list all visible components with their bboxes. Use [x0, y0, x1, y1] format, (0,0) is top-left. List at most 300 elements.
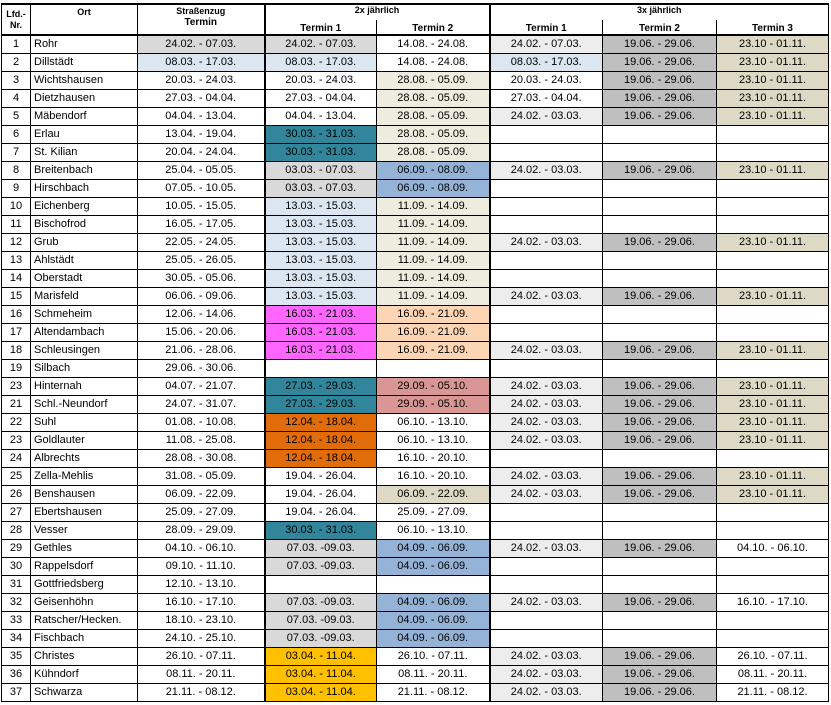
cell-2x-termin2: 11.09. - 14.09. [377, 252, 490, 270]
cell-2x-termin1: 24.02. - 07.03. [265, 35, 377, 54]
cell-2x-termin2: 06.09. - 08.09. [377, 180, 490, 198]
table-row [2, 324, 829, 342]
cell-lfd-nr: 18 [2, 342, 31, 360]
table-row [2, 522, 829, 540]
cell-3x-termin3 [717, 270, 829, 288]
header-3x-termin3: Termin 3 [717, 20, 829, 36]
cell-3x-termin1: 08.03. - 17.03. [490, 54, 603, 72]
cell-2x-termin1 [265, 576, 377, 594]
header-2x-termin2: Termin 2 [377, 20, 490, 36]
cell-lfd-nr: 9 [2, 180, 31, 198]
table-row [2, 126, 829, 144]
cell-strassenzug: 01.08. - 10.08. [138, 414, 265, 432]
cell-lfd-nr: 29 [2, 540, 31, 558]
cell-3x-termin2 [603, 522, 717, 540]
cell-3x-termin1 [490, 612, 603, 630]
cell-2x-termin2: 06.09. - 22.09. [377, 486, 490, 504]
cell-3x-termin3 [717, 216, 829, 234]
cell-ort: Schwarza [31, 684, 138, 702]
cell-2x-termin1: 19.04. - 26.04. [265, 468, 377, 486]
cell-2x-termin2: 16.09. - 21.09. [377, 342, 490, 360]
cell-lfd-nr: 24 [2, 450, 31, 468]
cell-3x-termin3: 23.10 - 01.11. [717, 108, 829, 126]
cell-ort: Silbach [31, 360, 138, 378]
cell-strassenzug: 06.06. - 09.06. [138, 288, 265, 306]
cell-lfd-nr: 26 [2, 486, 31, 504]
cell-strassenzug: 11.08. - 25.08. [138, 432, 265, 450]
cell-3x-termin1 [490, 180, 603, 198]
schedule-sheet [1, 3, 829, 702]
cell-2x-termin2: 16.10. - 20.10. [377, 450, 490, 468]
cell-3x-termin3: 23.10 - 01.11. [717, 378, 829, 396]
cell-ort: Erlau [31, 126, 138, 144]
cell-ort: Benshausen [31, 486, 138, 504]
cell-2x-termin1: 04.04. - 13.04. [265, 108, 377, 126]
cell-2x-termin1: 19.04. - 26.04. [265, 486, 377, 504]
cell-3x-termin2 [603, 324, 717, 342]
cell-2x-termin1: 03.03. - 07.03. [265, 180, 377, 198]
table-row [2, 342, 829, 360]
cell-3x-termin3 [717, 360, 829, 378]
cell-3x-termin1 [490, 504, 603, 522]
cell-3x-termin1 [490, 270, 603, 288]
cell-3x-termin1 [490, 522, 603, 540]
cell-2x-termin1: 07.03. -09.03. [265, 540, 377, 558]
cell-2x-termin1: 20.03. - 24.03. [265, 72, 377, 90]
table-row [2, 432, 829, 450]
cell-3x-termin2 [603, 306, 717, 324]
cell-lfd-nr: 13 [2, 252, 31, 270]
cell-3x-termin2: 19.06. - 29.06. [603, 342, 717, 360]
cell-3x-termin1: 24.02. - 03.03. [490, 342, 603, 360]
table-row [2, 35, 829, 54]
table-row [2, 540, 829, 558]
header-lfd-line1: Lfd.- [6, 8, 26, 19]
table-row [2, 54, 829, 72]
cell-2x-termin2: 28.08. - 05.09. [377, 72, 490, 90]
cell-strassenzug: 25.05. - 26.05. [138, 252, 265, 270]
cell-ort: Schleusingen [31, 342, 138, 360]
cell-3x-termin3 [717, 144, 829, 162]
cell-lfd-nr: 12 [2, 234, 31, 252]
cell-strassenzug: 29.06. - 30.06. [138, 360, 265, 378]
cell-2x-termin2 [377, 360, 490, 378]
cell-2x-termin1: 13.03. - 15.03. [265, 198, 377, 216]
cell-3x-termin1: 20.03. - 24.03. [490, 72, 603, 90]
cell-3x-termin3: 26.10. - 07.11. [717, 648, 829, 666]
header-3x-termin2: Termin 2 [603, 20, 717, 36]
cell-2x-termin2 [377, 576, 490, 594]
cell-3x-termin3 [717, 522, 829, 540]
cell-strassenzug: 13.04. - 19.04. [138, 126, 265, 144]
cell-3x-termin3: 23.10 - 01.11. [717, 414, 829, 432]
cell-3x-termin3 [717, 126, 829, 144]
cell-2x-termin1: 03.04. - 11.04. [265, 684, 377, 702]
cell-3x-termin2: 19.06. - 29.06. [603, 234, 717, 252]
cell-3x-termin1 [490, 252, 603, 270]
cell-ort: Wichtshausen [31, 72, 138, 90]
cell-lfd-nr: 36 [2, 666, 31, 684]
cell-2x-termin1: 13.03. - 15.03. [265, 234, 377, 252]
cell-ort: Hinternah [31, 378, 138, 396]
cell-lfd-nr: 37 [2, 684, 31, 702]
cell-2x-termin1: 03.04. - 11.04. [265, 666, 377, 684]
cell-strassenzug: 26.10. - 07.11. [138, 648, 265, 666]
cell-3x-termin2 [603, 126, 717, 144]
table-row [2, 630, 829, 648]
cell-2x-termin2: 06.09. - 08.09. [377, 162, 490, 180]
cell-3x-termin2: 19.06. - 29.06. [603, 648, 717, 666]
cell-3x-termin2 [603, 270, 717, 288]
cell-2x-termin1: 12.04. - 18.04. [265, 414, 377, 432]
cell-strassenzug: 10.05. - 15.05. [138, 198, 265, 216]
header-lfd-nr [2, 4, 31, 35]
table-row [2, 684, 829, 702]
table-row [2, 648, 829, 666]
cell-2x-termin2: 14.08. - 24.08. [377, 35, 490, 54]
cell-2x-termin2: 29.09. - 05.10. [377, 396, 490, 414]
cell-2x-termin2: 28.08. - 05.09. [377, 126, 490, 144]
cell-2x-termin2: 28.08. - 05.09. [377, 144, 490, 162]
cell-3x-termin3: 04.10. - 06.10. [717, 540, 829, 558]
cell-3x-termin2: 19.06. - 29.06. [603, 540, 717, 558]
cell-2x-termin1: 27.03. - 29.03. [265, 396, 377, 414]
header-3x-termin1: Termin 1 [490, 20, 603, 36]
table-row [2, 594, 829, 612]
cell-ort: Gottfriedsberg [31, 576, 138, 594]
table-row [2, 252, 829, 270]
cell-3x-termin2: 19.06. - 29.06. [603, 414, 717, 432]
header-ort: Ort [31, 4, 138, 35]
cell-ort: Grub [31, 234, 138, 252]
cell-3x-termin3 [717, 324, 829, 342]
cell-3x-termin3: 23.10 - 01.11. [717, 234, 829, 252]
cell-3x-termin1: 24.02. - 03.03. [490, 288, 603, 306]
cell-3x-termin2 [603, 180, 717, 198]
cell-2x-termin1: 13.03. - 15.03. [265, 216, 377, 234]
cell-strassenzug: 21.11. - 08.12. [138, 684, 265, 702]
cell-2x-termin1: 07.03. -09.03. [265, 630, 377, 648]
cell-3x-termin3 [717, 612, 829, 630]
cell-lfd-nr: 16 [2, 306, 31, 324]
cell-2x-termin1: 12.04. - 18.04. [265, 450, 377, 468]
cell-ort: Gethles [31, 540, 138, 558]
cell-lfd-nr: 2 [2, 54, 31, 72]
cell-lfd-nr: 1 [2, 35, 31, 54]
cell-2x-termin2: 11.09. - 14.09. [377, 288, 490, 306]
cell-2x-termin2: 16.09. - 21.09. [377, 324, 490, 342]
cell-2x-termin2: 21.11. - 08.12. [377, 684, 490, 702]
schedule-table [1, 3, 829, 702]
cell-2x-termin2: 16.09. - 21.09. [377, 306, 490, 324]
cell-2x-termin1: 08.03. - 17.03. [265, 54, 377, 72]
cell-3x-termin3 [717, 558, 829, 576]
cell-strassenzug: 15.06. - 20.06. [138, 324, 265, 342]
header-strassenzug-line2: Termin [184, 17, 218, 28]
table-row [2, 180, 829, 198]
cell-2x-termin1: 07.03. -09.03. [265, 594, 377, 612]
cell-2x-termin2: 29.09. - 05.10. [377, 378, 490, 396]
cell-ort: Oberstadt [31, 270, 138, 288]
cell-3x-termin1: 27.03. - 04.04. [490, 90, 603, 108]
cell-lfd-nr: 14 [2, 270, 31, 288]
cell-2x-termin1: 27.03. - 04.04. [265, 90, 377, 108]
cell-strassenzug: 25.04. - 05.05. [138, 162, 265, 180]
cell-ort: Zella-Mehlis [31, 468, 138, 486]
cell-strassenzug: 21.06. - 28.06. [138, 342, 265, 360]
table-row [2, 612, 829, 630]
cell-3x-termin3: 23.10 - 01.11. [717, 54, 829, 72]
cell-3x-termin1: 24.02. - 03.03. [490, 648, 603, 666]
cell-3x-termin2: 19.06. - 29.06. [603, 162, 717, 180]
cell-lfd-nr: 17 [2, 324, 31, 342]
cell-3x-termin2 [603, 630, 717, 648]
table-row [2, 288, 829, 306]
cell-3x-termin2: 19.06. - 29.06. [603, 432, 717, 450]
cell-strassenzug: 18.10. - 23.10. [138, 612, 265, 630]
header-2x-termin1: Termin 1 [265, 20, 377, 36]
table-row [2, 396, 829, 414]
cell-3x-termin2 [603, 576, 717, 594]
cell-2x-termin1: 13.03. - 15.03. [265, 270, 377, 288]
cell-ort: Schl.-Neundorf [31, 396, 138, 414]
cell-ort: St. Kilian [31, 144, 138, 162]
cell-3x-termin1: 24.02. - 03.03. [490, 378, 603, 396]
cell-lfd-nr: 25 [2, 468, 31, 486]
cell-2x-termin2: 16.10. - 20.10. [377, 468, 490, 486]
cell-3x-termin2 [603, 198, 717, 216]
cell-lfd-nr: 34 [2, 630, 31, 648]
cell-3x-termin1: 24.02. - 07.03. [490, 35, 603, 54]
cell-3x-termin2: 19.06. - 29.06. [603, 396, 717, 414]
cell-3x-termin1 [490, 144, 603, 162]
cell-strassenzug: 28.08. - 30.08. [138, 450, 265, 468]
cell-2x-termin1: 03.03. - 07.03. [265, 162, 377, 180]
cell-3x-termin1: 24.02. - 03.03. [490, 666, 603, 684]
cell-lfd-nr: 30 [2, 558, 31, 576]
cell-3x-termin1 [490, 576, 603, 594]
table-row [2, 414, 829, 432]
cell-2x-termin2: 11.09. - 14.09. [377, 198, 490, 216]
table-row [2, 558, 829, 576]
cell-lfd-nr: 22 [2, 414, 31, 432]
cell-3x-termin3 [717, 198, 829, 216]
cell-2x-termin2: 04.09. - 06.09. [377, 540, 490, 558]
cell-3x-termin1: 24.02. - 03.03. [490, 108, 603, 126]
cell-3x-termin2: 19.06. - 29.06. [603, 35, 717, 54]
cell-ort: Kühndorf [31, 666, 138, 684]
table-row [2, 72, 829, 90]
cell-strassenzug: 27.03. - 04.04. [138, 90, 265, 108]
cell-3x-termin2 [603, 450, 717, 468]
cell-lfd-nr: 7 [2, 144, 31, 162]
cell-3x-termin3: 23.10 - 01.11. [717, 486, 829, 504]
cell-3x-termin2: 19.06. - 29.06. [603, 666, 717, 684]
cell-ort: Rohr [31, 35, 138, 54]
cell-ort: Goldlauter [31, 432, 138, 450]
cell-lfd-nr: 8 [2, 162, 31, 180]
cell-2x-termin1: 13.03. - 15.03. [265, 252, 377, 270]
table-row [2, 198, 829, 216]
cell-strassenzug: 12.06. - 14.06. [138, 306, 265, 324]
cell-strassenzug: 08.11. - 20.11. [138, 666, 265, 684]
cell-lfd-nr: 27 [2, 504, 31, 522]
cell-strassenzug: 22.05. - 24.05. [138, 234, 265, 252]
cell-strassenzug: 24.07. - 31.07. [138, 396, 265, 414]
cell-lfd-nr: 6 [2, 126, 31, 144]
cell-lfd-nr: 4 [2, 90, 31, 108]
cell-3x-termin1 [490, 324, 603, 342]
cell-2x-termin1: 27.03. - 29.03. [265, 378, 377, 396]
cell-lfd-nr: 5 [2, 108, 31, 126]
cell-2x-termin2: 14.08. - 24.08. [377, 54, 490, 72]
cell-lfd-nr: 32 [2, 594, 31, 612]
cell-2x-termin1: 07.03. -09.03. [265, 612, 377, 630]
cell-2x-termin2: 06.10. - 13.10. [377, 522, 490, 540]
cell-ort: Rappelsdorf [31, 558, 138, 576]
cell-strassenzug: 09.10. - 11.10. [138, 558, 265, 576]
cell-ort: Dillstädt [31, 54, 138, 72]
header-strassenzug [138, 4, 265, 35]
cell-strassenzug: 28.09. - 29.09. [138, 522, 265, 540]
cell-2x-termin2: 04.09. - 06.09. [377, 630, 490, 648]
cell-3x-termin3 [717, 450, 829, 468]
header-lfd-line2: Nr. [9, 19, 22, 30]
cell-2x-termin1: 16.03. - 21.03. [265, 342, 377, 360]
cell-3x-termin3: 23.10 - 01.11. [717, 396, 829, 414]
cell-strassenzug: 16.10. - 17.10. [138, 594, 265, 612]
cell-ort: Marisfeld [31, 288, 138, 306]
cell-3x-termin3 [717, 180, 829, 198]
cell-3x-termin1 [490, 216, 603, 234]
cell-ort: Dietzhausen [31, 90, 138, 108]
cell-3x-termin1: 24.02. - 03.03. [490, 414, 603, 432]
cell-ort: Vesser [31, 522, 138, 540]
cell-3x-termin2 [603, 216, 717, 234]
cell-3x-termin3: 23.10 - 01.11. [717, 35, 829, 54]
cell-lfd-nr: 15 [2, 288, 31, 306]
table-row [2, 216, 829, 234]
cell-3x-termin3: 23.10 - 01.11. [717, 288, 829, 306]
cell-2x-termin2: 26.10. - 07.11. [377, 648, 490, 666]
cell-2x-termin1: 13.03. - 15.03. [265, 288, 377, 306]
cell-lfd-nr: 33 [2, 612, 31, 630]
cell-2x-termin2: 11.09. - 14.09. [377, 270, 490, 288]
table-row [2, 486, 829, 504]
cell-2x-termin1: 30.03. - 31.03. [265, 144, 377, 162]
table-row [2, 576, 829, 594]
cell-lfd-nr: 11 [2, 216, 31, 234]
header-3x-jaehrlich: 3x jährlich [490, 4, 829, 20]
cell-strassenzug: 24.10. - 25.10. [138, 630, 265, 648]
cell-2x-termin1: 12.04. - 18.04. [265, 432, 377, 450]
table-row [2, 144, 829, 162]
cell-3x-termin3: 23.10 - 01.11. [717, 72, 829, 90]
cell-3x-termin1 [490, 450, 603, 468]
cell-lfd-nr: 31 [2, 576, 31, 594]
cell-3x-termin1 [490, 558, 603, 576]
cell-3x-termin3 [717, 306, 829, 324]
cell-3x-termin1: 24.02. - 03.03. [490, 234, 603, 252]
cell-ort: Mäbendorf [31, 108, 138, 126]
cell-3x-termin2 [603, 612, 717, 630]
cell-3x-termin2 [603, 360, 717, 378]
cell-2x-termin2: 06.10. - 13.10. [377, 432, 490, 450]
cell-3x-termin3 [717, 504, 829, 522]
table-row [2, 306, 829, 324]
cell-3x-termin3: 08.11. - 20.11. [717, 666, 829, 684]
cell-ort: Albrechts [31, 450, 138, 468]
cell-3x-termin1: 24.02. - 03.03. [490, 432, 603, 450]
cell-3x-termin1: 24.02. - 03.03. [490, 396, 603, 414]
cell-3x-termin1: 24.02. - 03.03. [490, 162, 603, 180]
cell-3x-termin2: 19.06. - 29.06. [603, 54, 717, 72]
cell-2x-termin2: 28.08. - 05.09. [377, 90, 490, 108]
cell-3x-termin2 [603, 144, 717, 162]
cell-3x-termin3: 23.10 - 01.11. [717, 432, 829, 450]
cell-strassenzug: 20.03. - 24.03. [138, 72, 265, 90]
cell-3x-termin1: 24.02. - 03.03. [490, 684, 603, 702]
cell-strassenzug: 04.10. - 06.10. [138, 540, 265, 558]
cell-lfd-nr: 28 [2, 522, 31, 540]
cell-ort: Bischofrod [31, 216, 138, 234]
cell-ort: Christes [31, 648, 138, 666]
table-row [2, 360, 829, 378]
cell-ort: Schmeheim [31, 306, 138, 324]
cell-2x-termin1: 30.03. - 31.03. [265, 126, 377, 144]
cell-2x-termin1: 16.03. - 21.03. [265, 306, 377, 324]
cell-3x-termin3 [717, 252, 829, 270]
cell-3x-termin1: 24.02. - 03.03. [490, 594, 603, 612]
cell-2x-termin2: 04.09. - 06.09. [377, 594, 490, 612]
cell-3x-termin3: 23.10 - 01.11. [717, 162, 829, 180]
cell-strassenzug: 06.09. - 22.09. [138, 486, 265, 504]
cell-lfd-nr: 23 [2, 378, 31, 396]
header-strassenzug-line1: Straßenzug [176, 6, 226, 16]
table-row [2, 162, 829, 180]
cell-ort: Geisenhöhn [31, 594, 138, 612]
table-row [2, 666, 829, 684]
cell-ort: Hirschbach [31, 180, 138, 198]
cell-2x-termin2: 04.09. - 06.09. [377, 612, 490, 630]
cell-strassenzug: 04.07. - 21.07. [138, 378, 265, 396]
cell-3x-termin3: 23.10 - 01.11. [717, 90, 829, 108]
cell-3x-termin1 [490, 306, 603, 324]
cell-3x-termin2 [603, 558, 717, 576]
cell-2x-termin2: 11.09. - 14.09. [377, 216, 490, 234]
cell-3x-termin1 [490, 198, 603, 216]
cell-2x-termin2: 28.08. - 05.09. [377, 108, 490, 126]
cell-strassenzug: 31.08. - 05.09. [138, 468, 265, 486]
header-2x-jaehrlich: 2x jährlich [265, 4, 490, 20]
cell-ort: Ratscher/Hecken. [31, 612, 138, 630]
cell-3x-termin2: 19.06. - 29.06. [603, 90, 717, 108]
cell-2x-termin2: 04.09. - 06.09. [377, 558, 490, 576]
cell-3x-termin3: 23.10 - 01.11. [717, 468, 829, 486]
cell-3x-termin3 [717, 576, 829, 594]
cell-3x-termin3: 21.11. - 08.12. [717, 684, 829, 702]
cell-3x-termin1: 24.02. - 03.03. [490, 486, 603, 504]
table-row [2, 450, 829, 468]
table-body [2, 35, 829, 702]
cell-3x-termin2: 19.06. - 29.06. [603, 486, 717, 504]
cell-3x-termin2 [603, 252, 717, 270]
cell-2x-termin2: 25.09. - 27.09. [377, 504, 490, 522]
cell-ort: Eichenberg [31, 198, 138, 216]
cell-3x-termin1: 24.02. - 03.03. [490, 540, 603, 558]
cell-3x-termin2: 19.06. - 29.06. [603, 594, 717, 612]
cell-3x-termin1 [490, 126, 603, 144]
